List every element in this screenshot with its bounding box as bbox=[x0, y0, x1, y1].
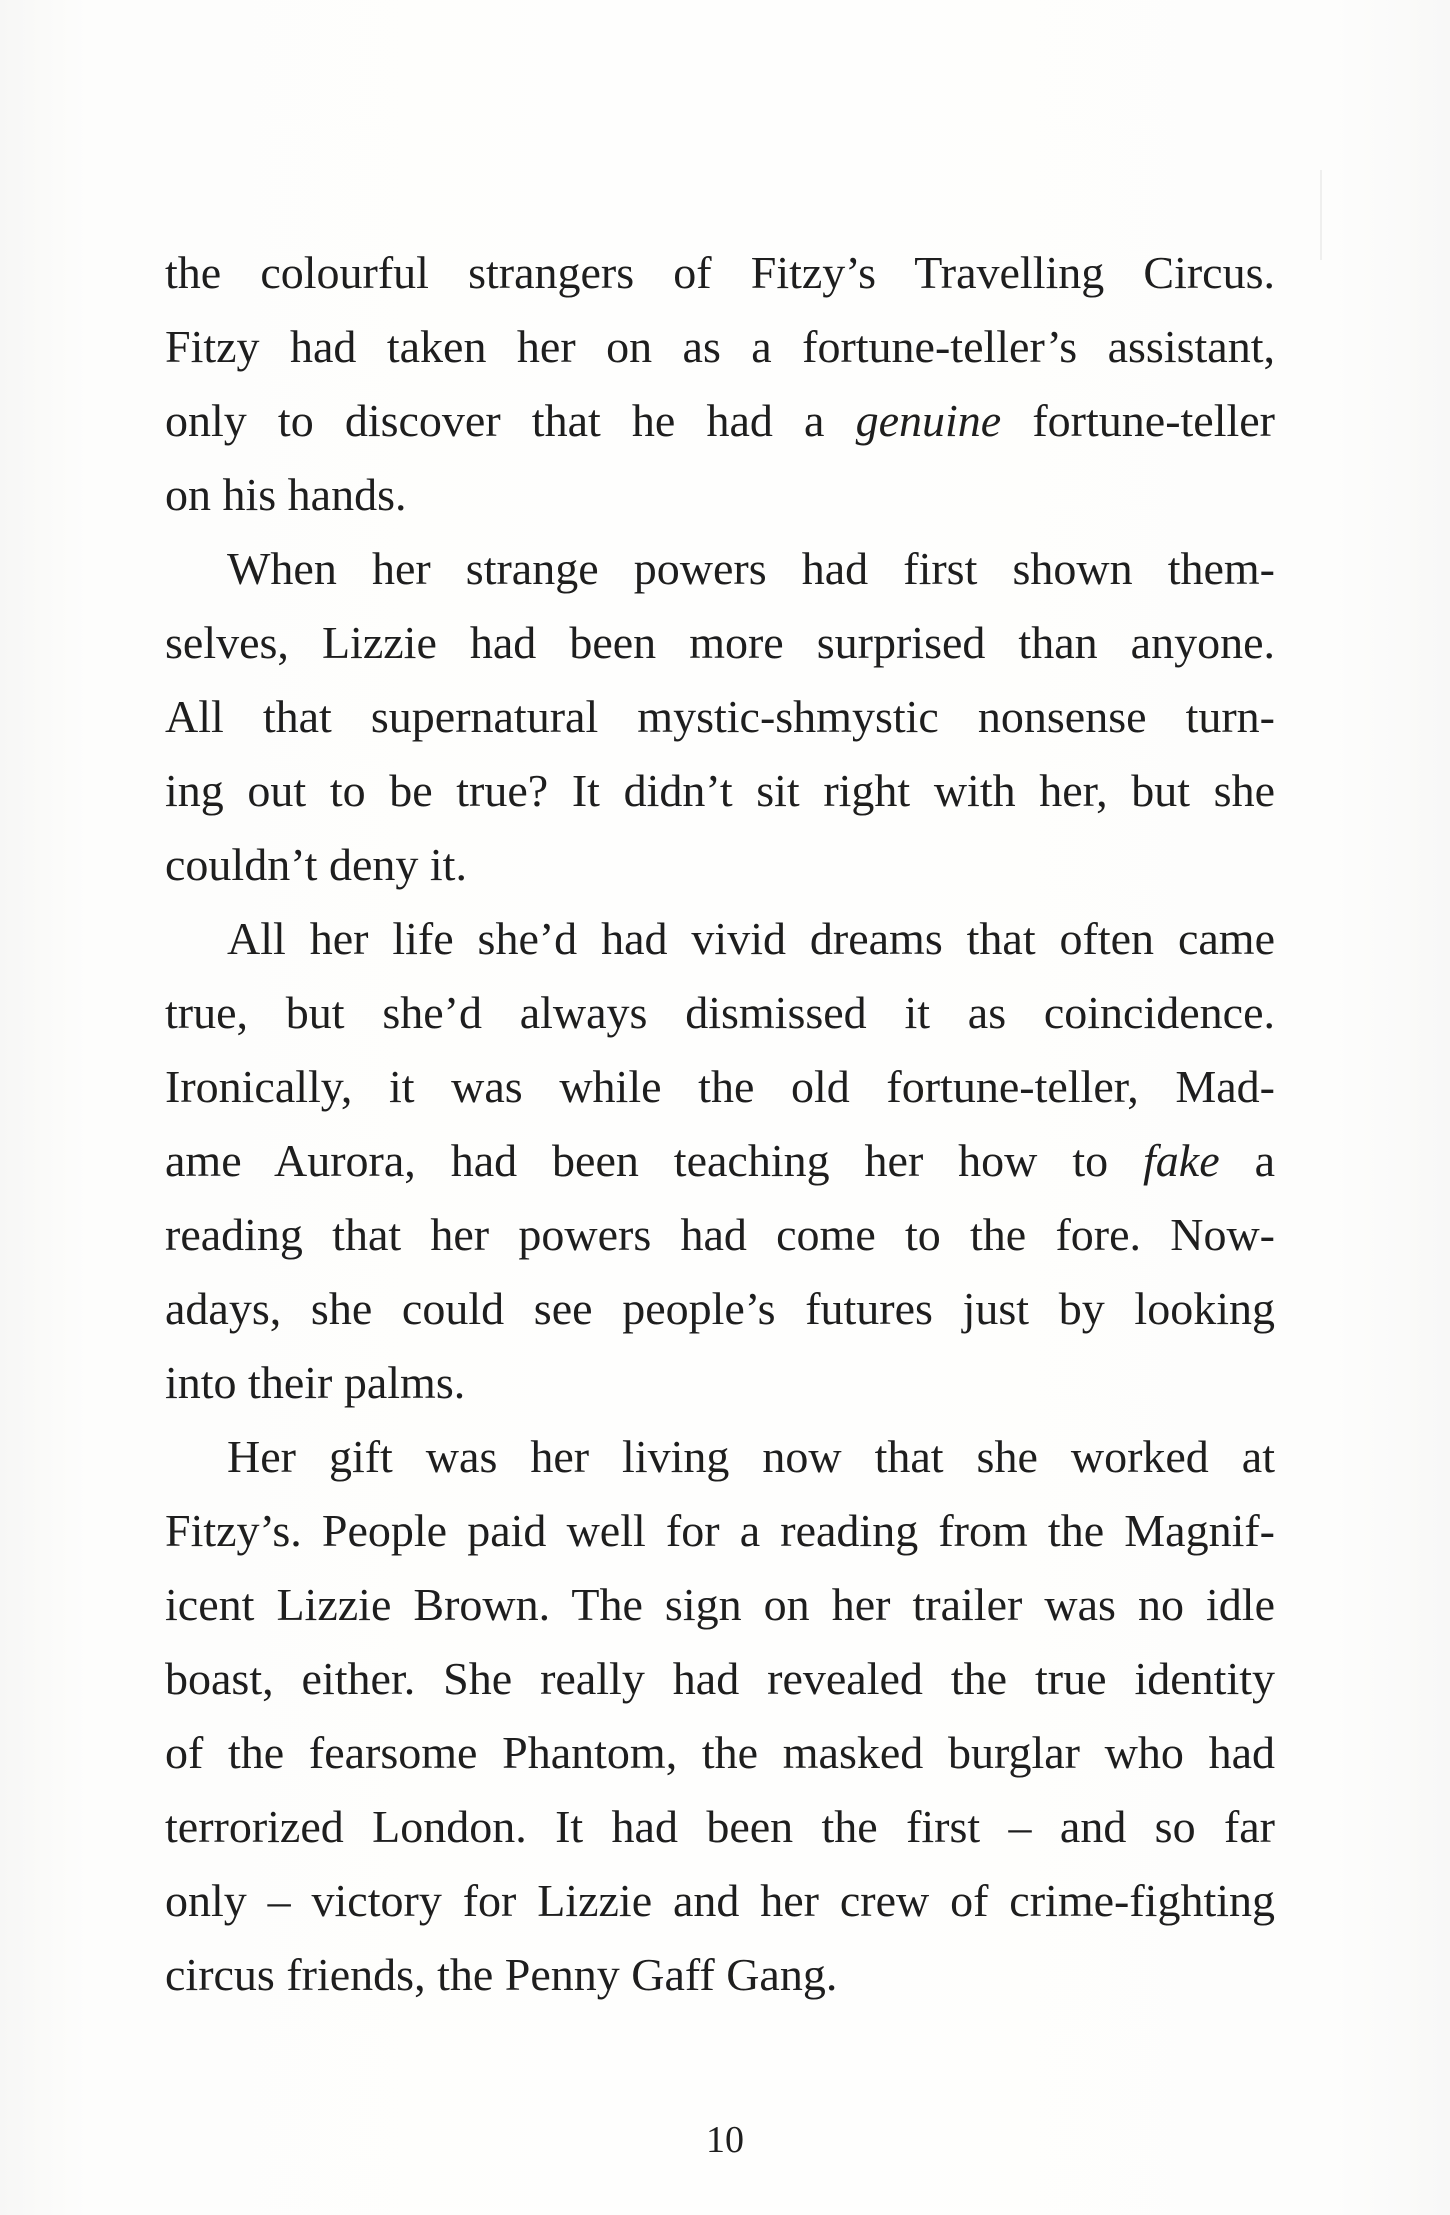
italic-emphasis: fake bbox=[1143, 1135, 1220, 1186]
text-line: All that supernatural mystic-shmystic nonsense turn- bbox=[165, 691, 1275, 742]
text-line: selves, Lizzie had been more surprised than anyone. bbox=[165, 617, 1275, 668]
text-line: terrorized London. It had been the first – and so far bbox=[165, 1801, 1275, 1852]
text-span: only to discover that he had a bbox=[165, 395, 856, 446]
text-span: fortune-teller bbox=[1001, 395, 1276, 446]
text-line: All her life she’d had vivid dreams that often came bbox=[227, 913, 1275, 964]
text-span: ame Aurora, had been teaching her how to bbox=[165, 1135, 1144, 1186]
text-line: the colourful strangers of Fitzy’s Travelling Circus. bbox=[165, 247, 1275, 298]
text-line: ing out to be true? It didn’t sit right with her, but she bbox=[165, 765, 1275, 816]
text-line: Fitzy’s. People paid well for a reading from the Magnif- bbox=[165, 1505, 1275, 1556]
text-line: When her strange powers had first shown them- bbox=[227, 543, 1275, 594]
text-line: Her gift was her living now that she worked at bbox=[227, 1431, 1275, 1482]
page-edge-mark bbox=[1320, 170, 1322, 260]
text-line: on his hands. bbox=[165, 469, 407, 520]
text-line: couldn’t deny it. bbox=[165, 839, 467, 890]
page-number: 10 bbox=[706, 2119, 744, 2161]
italic-emphasis: genuine bbox=[855, 395, 1002, 446]
text-line bbox=[165, 384, 1275, 458]
text-line: reading that her powers had come to the fore. Now- bbox=[165, 1209, 1275, 1260]
text-line: boast, either. She really had revealed the true identity bbox=[165, 1653, 1275, 1704]
text-line: into their palms. bbox=[165, 1357, 466, 1408]
text-line: of the fearsome Phantom, the masked burglar who had bbox=[165, 1727, 1275, 1778]
text-line bbox=[165, 1124, 1275, 1198]
text-span: a bbox=[1219, 1135, 1275, 1186]
text-line: Fitzy had taken her on as a fortune-teller’s assistant, bbox=[165, 321, 1275, 372]
text-line: icent Lizzie Brown. The sign on her trailer was no idle bbox=[165, 1579, 1275, 1630]
body-text bbox=[165, 236, 1275, 2012]
text-line: true, but she’d always dismissed it as coincidence. bbox=[165, 987, 1275, 1038]
text-line: adays, she could see people’s futures just by looking bbox=[165, 1283, 1275, 1334]
text-line: only – victory for Lizzie and her crew of crime-fighting bbox=[165, 1875, 1275, 1926]
text-line: Ironically, it was while the old fortune-teller, Mad- bbox=[165, 1061, 1275, 1112]
text-line: circus friends, the Penny Gaff Gang. bbox=[165, 1949, 838, 2000]
